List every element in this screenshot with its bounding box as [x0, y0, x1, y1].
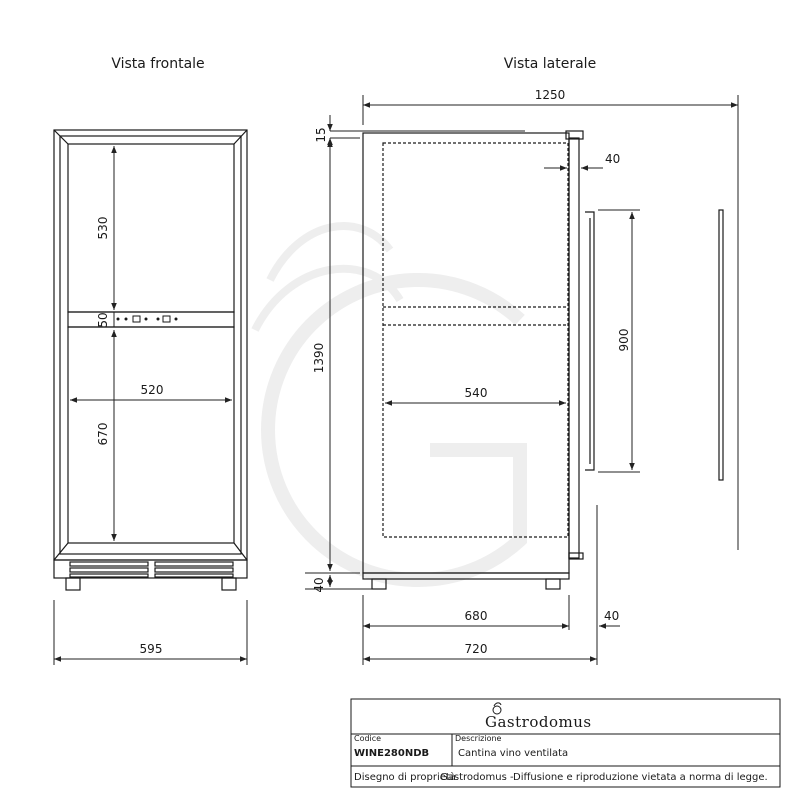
brand-name: Gastrodomus [485, 713, 592, 731]
ownership-note: Diffusione e riproduzione vietata a norma di legge. [513, 772, 768, 783]
dim-side-inner-depth: 540 [464, 386, 488, 400]
dim-front-upper-height: 530 [96, 216, 110, 240]
side-door [569, 138, 579, 558]
front-foot-right [222, 578, 236, 590]
front-outer-frame [54, 130, 247, 560]
dim-side-handle-height: 900 [617, 328, 631, 352]
code-value: WINE280NDB [354, 748, 430, 759]
ownership-label: Disegno di proprietà [354, 772, 456, 783]
dim-side-total-height: 1390 [312, 342, 326, 374]
front-door-frame [60, 136, 241, 554]
front-view-title: Vista frontale [111, 56, 205, 72]
dim-side-door-thickness: 40 [605, 152, 621, 166]
code-label: Codice [354, 734, 382, 743]
side-handle-outline [719, 210, 723, 480]
side-view [363, 131, 723, 589]
front-control-panel [68, 312, 234, 327]
dim-front-total-width: 595 [139, 642, 163, 656]
description-value: Cantina vino ventilata [458, 748, 569, 759]
side-cabinet [363, 133, 569, 573]
front-lower-glass [68, 327, 234, 543]
dim-side-overall-depth: 720 [464, 642, 488, 656]
dim-side-top-offset: 15 [314, 127, 328, 143]
dim-side-body-depth: 680 [464, 609, 488, 623]
front-upper-glass [68, 144, 234, 312]
front-base [54, 560, 247, 578]
description-label: Descrizione [455, 734, 502, 743]
front-dimension-lines [54, 146, 247, 665]
dim-side-total-depth: 1250 [534, 88, 566, 102]
side-view-title: Vista laterale [503, 56, 597, 72]
dim-side-door-depth: 40 [604, 609, 620, 623]
dim-side-feet-height: 40 [312, 577, 326, 593]
dim-front-lower-height: 670 [96, 422, 110, 446]
side-inner-compartment [383, 143, 568, 537]
dim-front-inner-width: 520 [140, 383, 164, 397]
dim-front-control-band: 50 [96, 312, 110, 328]
ownership-company: Gastrodomus - [440, 772, 514, 783]
front-control-icons [117, 316, 178, 322]
front-foot-left [66, 578, 80, 590]
front-view [54, 130, 247, 590]
